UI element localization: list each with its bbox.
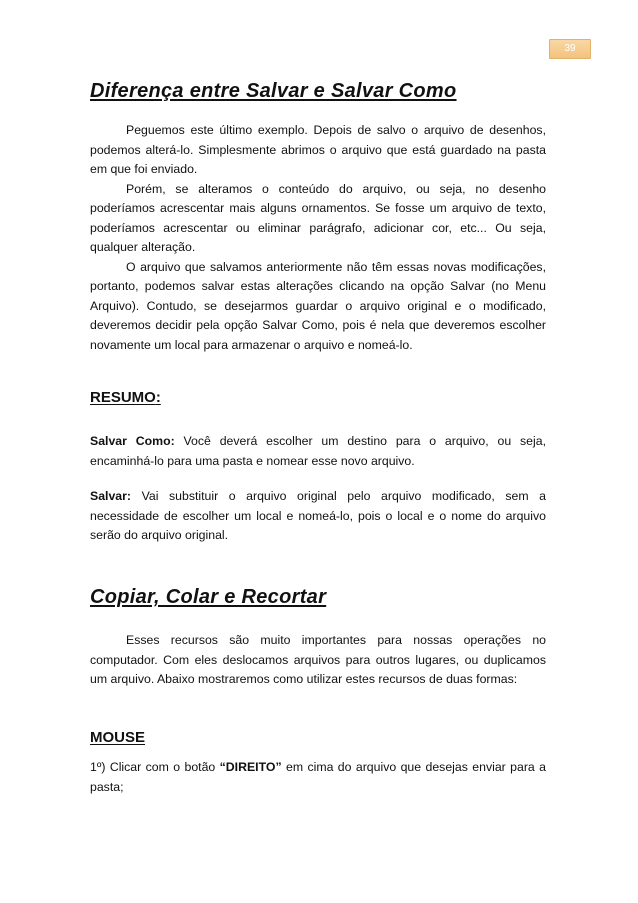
resumo-title: RESUMO <box>90 389 156 406</box>
paragraph: O arquivo que salvamos anteriormente não têm essas novas modificações, portanto, podemos salvar estas alterações clicando na opção Salvar (no Menu Arquivo). Contudo, se desejarmos guardar o arquivo original e o modificado, deveremos decidir pela opção Salvar Como, pois é nela que deveremos escolher novamente um local para armazenar o arquivo e nomeá-lo. <box>90 259 546 352</box>
paragraph: Peguemos este último exemplo. Depois de salvo o arquivo de desenhos, podemos alterá-lo. Simplesmente abrimos o arquivo que está guardado na pasta em que foi enviado. <box>90 123 546 176</box>
term: Salvar: <box>90 489 132 503</box>
section-salvar-body <box>90 121 546 355</box>
paragraph: Porém, se alteramos o conteúdo do arquivo, ou seja, no desenho poderíamos acrescentar mais alguns ornamentos. Se fosse um arquivo de texto, poderíamos acrescentar ou eliminar parágrafo, adicionar cor, etc... Ou seja, qualquer alteração. <box>90 181 546 254</box>
resumo-item-salvar <box>90 487 546 546</box>
resumo-item-salvar-como <box>90 432 546 471</box>
step-text: 1º) Clicar com o botão <box>90 760 220 774</box>
section-title-salvar: Diferença entre Salvar e Salvar Como <box>90 80 457 102</box>
paragraph: Esses recursos são muito importantes para nossas operações no computador. Com eles deslocamos arquivos para outros lugares, ou duplicamos um arquivo. Abaixo mostraremos como utilizar estes recursos de duas formas: <box>90 633 546 686</box>
step-emphasis: “DIREITO” <box>219 760 282 774</box>
mouse-step-1 <box>90 758 546 797</box>
step-text: em cima do arquivo que desejas enviar para a pasta; <box>90 760 546 794</box>
definition: Você deverá escolher um destino para o arquivo, ou seja, encaminhá-lo para uma pasta e nomear esse novo arquivo. <box>90 434 546 468</box>
section-copiar-body <box>90 631 546 690</box>
term: Salvar Como: <box>90 434 175 448</box>
mouse-heading: MOUSE <box>90 729 146 746</box>
page-number: 39 <box>549 39 591 59</box>
section-title-copiar: Copiar, Colar e Recortar <box>90 586 327 608</box>
definition: Vai substituir o arquivo original pelo arquivo modificado, sem a necessidade de escolher um local e nomeá-lo, pois o local e o nome do arquivo serão do arquivo original. <box>90 489 546 542</box>
page-number-badge <box>541 38 591 60</box>
resumo-heading <box>90 389 161 406</box>
resumo-colon: : <box>155 389 161 406</box>
